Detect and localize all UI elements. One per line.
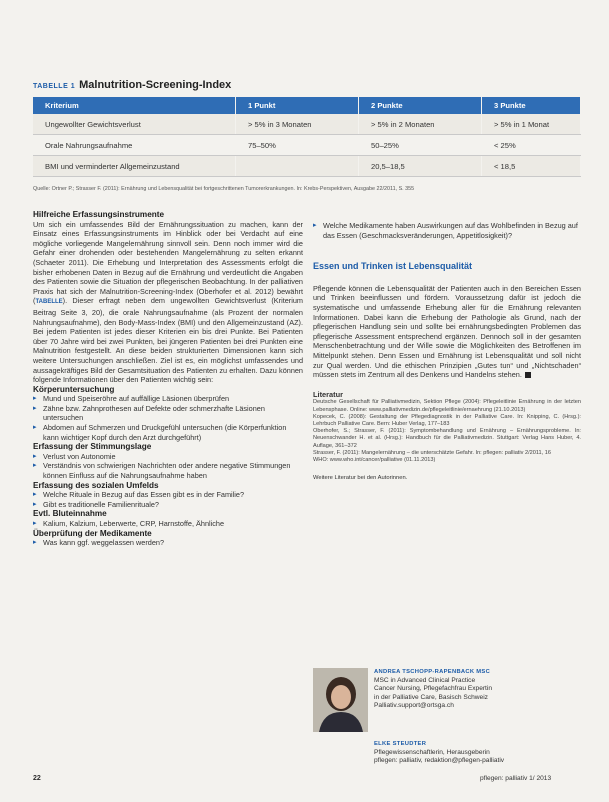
author-email[interactable]: pflegen: palliativ, redaktion@pflegen-palliativ — [374, 757, 505, 765]
table-cell: Orale Nahrungsaufnahme — [33, 135, 236, 156]
table-cell: < 18,5 — [482, 156, 581, 177]
table-reference-link[interactable]: TABELLE — [35, 299, 63, 306]
literature-item: Deutsche Gesellschaft für Palliativmedizin, Sektion Pflege (2004): Pflegeleitlinie Ernährung in der letzten Lebensphase. Online: www.palliativmedizin.de/pflegeleitlinie/ernaehrung (21.10.2013) — [313, 399, 581, 413]
section-title: Essen und Trinken ist Lebensqualität — [313, 261, 473, 272]
author-name: ELKE STEUDTER — [374, 741, 427, 747]
table-cell: 50–25% — [359, 135, 482, 156]
author-line: MSC in Advanced Clinical Practice — [374, 676, 476, 684]
heading-instruments: Hilfreiche Erfassungsinstrumente — [33, 210, 165, 219]
list-social — [33, 490, 303, 509]
paragraph-instruments — [33, 220, 303, 385]
literature-item: Kopecek, C. (2008): Gestaltung der Pflegediagnostik in der Palliative Care. In: Knipping, C. (Hrsg.): Lehrbuch Palliative Care. Bern: Huber Verlag, 177–183 — [313, 413, 581, 427]
list-item: ▸ Kalium, Kalzium, Leberwerte, CRP, Harnstoffe, Ähnliche — [33, 519, 303, 529]
table-row — [33, 135, 581, 156]
literature-item: WHO: www.who.int/cancer/palliative (01.11.2013) — [313, 456, 436, 463]
list-item: ▸ Mund und Speiseröhre auf auffällige Läsionen überprüfen — [33, 394, 303, 404]
author-line: in der Palliative Care, Basisch Schweiz — [374, 693, 488, 701]
paragraph-text: Um sich ein umfassendes Bild der Ernährungssituation zu machen, kann der Einsatz eines Erfassungsinstruments im Hinblick oder bei Verdacht auf eine mögliche vorliegende Mangelernährung sinnvoll sein. Denn noch immer wird die Gefahr einer drohenden oder bestehenden Mangelernährung zu selten erkannt (Schaeter 2011). Die Erhebung und Interpretation des Assessments erfolgt die bisher erhobenen Daten in Bezug auf die Ernährung und verdeutlicht die Angaben des Patienten sowie die Situation der pflegerischen Beobachtung. In der palliativen Praxis hat sich der Malnutrition-Screening-Index (Oberhofer et al. 2012) bewährt ( — [33, 219, 303, 306]
table-cell: 20,5–18,5 — [359, 156, 482, 177]
list-body-exam — [33, 394, 303, 442]
paragraph-text: Pflegende können die Lebensqualität der Patienten auch in den Bereichen Essen und Trinken beeinflussen und fördern. Voraussetzung dafür ist jedoch die systematische und umfassende Erhebung aller für die Ernährung relevanten Informationen. Dabei kann die Erhebung der Pathologie als Grund, nach der pflegerischen Handlung sein und sollte bei ernährungsbedingten Problemen das pflegerische Assessment entsprechend ergänzen. Dennoch soll in der gesamten Menschenbetrachtung und der Wille sowie die Möglichkeiten des Betroffenen im Mittelpunkt stehen. Denn Essen und Ernährung ist Lebensqualität und soll nicht zur Qual werden. Und die ethischen Prinzipien „Gutes tun“ und „Nichtschaden“ müssen stets im Zentrum all des Denkens und Handelns stehen. — [313, 283, 581, 380]
table-header-cell: Kriterium — [33, 97, 236, 114]
table-title — [33, 79, 231, 91]
table-cell: > 5% in 2 Monaten — [359, 114, 482, 135]
subheading-mood: Erfassung der Stimmungslage — [33, 442, 152, 452]
journal-footer: pflegen: palliativ 1/ 2013 — [480, 775, 552, 782]
screening-table — [33, 97, 581, 177]
table-source: Quelle: Ortner P.; Strasser F. (2011): Ernährung und Lebensqualität bei fortgeschrittenen Tumorerkrankungen. In: Krebs-Perspektiven, Ausgabe 22/2011, S. 355 — [33, 186, 415, 192]
table-label: TABELLE 1 — [33, 83, 76, 90]
list-mood — [33, 452, 303, 481]
table-header-cell: 2 Punkte — [359, 97, 482, 114]
paragraph-text: ). Dieser erfragt neben dem ungewollten Gewichtsverlust (Kriterium Beitrag Seite 3, 20), die orale Nahrungsaufnahme (als Prozent der normalen Nahrungsaufnahme), den Body-Mass-Index (BMI) und den Allgemeinzustand (AZ). Bei jedem Patienten ist jedes dieser Kriterien ein bis drei Punkte. Bei Patienten über 70 Jahre wird bei zwei Punkten, bei jüngeren Patienten bei drei Punkten eine Malnutrition festgestellt. An diese beiden strukturierten Dimensionen kann sich weitere Untersuchungen anschließen. Ziel ist es, ein möglichst umfassendes und aussagekräftiges Bild der Gesamtsituation des Patienten zu erhalten. Dazu können folgende Informationen über den Patienten wichtig sein: — [33, 296, 303, 385]
author-block-2 — [374, 740, 504, 766]
table-title-text: Malnutrition-Screening-Index — [79, 79, 232, 91]
table-row — [33, 114, 581, 135]
list-item: ▸ Zähne bzw. Zahnprothesen auf Defekte oder schmerzhafte Läsionen untersuchen — [33, 404, 303, 423]
list-item: ▸ Abdomen auf Schmerzen und Druckgefühl untersuchen (die Körperfunktion kann wichtiger Kopf durch den Arzt durchgeführt) — [33, 423, 303, 442]
subheading-blood: Evtl. Bluteinnahme — [33, 509, 107, 519]
subheading-body-exam: Körperuntersuchung — [33, 384, 115, 394]
table-cell: 75–50% — [236, 135, 359, 156]
table-cell: BMI und verminderter Allgemeinzustand — [33, 156, 236, 177]
author-portrait-icon — [313, 668, 368, 732]
literature-item: Strasser, F. (2011): Mangelernährung – die unterschätzte Gefahr. In: pflegen: palliativ 2/2011, 16 — [313, 449, 551, 456]
subheading-social: Erfassung des sozialen Umfelds — [33, 480, 159, 490]
table-cell — [236, 156, 359, 177]
list-item: ▸ Gibt es traditionelle Familienrituale? — [33, 500, 303, 510]
table-cell: > 5% in 3 Monaten — [236, 114, 359, 135]
list-item: ▸ Welche Rituale in Bezug auf das Essen gibt es in der Familie? — [33, 490, 303, 500]
list-item: ▸ Verlust von Autonomie — [33, 452, 303, 462]
list-item: ▸ Welche Medikamente haben Auswirkungen auf das Wohlbefinden in Bezug auf das Essen (Geschmacksveränderungen, Appetitlosigkeit)? — [313, 221, 581, 240]
end-mark-icon — [525, 372, 531, 378]
author-line: Cancer Nursing, Pflegefachfrau Expertin — [374, 685, 493, 693]
author-block-1 — [374, 668, 492, 711]
more-literature-note: Weitere Literatur bei den Autorinnen. — [313, 475, 408, 482]
page-number: 22 — [33, 775, 41, 782]
author-name: ANDREA TSCHOPP-RAPENBACK MSC — [374, 669, 491, 675]
right-column — [313, 221, 581, 484]
author-photo — [313, 668, 368, 732]
subheading-medication: Überprüfung der Medikamente — [33, 528, 152, 538]
table-header-cell: 3 Punkte — [482, 97, 581, 114]
list-medication — [33, 538, 303, 548]
literature-list — [313, 399, 581, 464]
table-cell: < 25% — [482, 135, 581, 156]
author-line: Pflegewissenschaftlerin, Herausgeberin — [374, 748, 490, 756]
list-item: ▸ Was kann ggf. weggelassen werden? — [33, 538, 303, 548]
table-cell: > 5% in 1 Monat — [482, 114, 581, 135]
table-cell: Ungewollter Gewichtsverlust — [33, 114, 236, 135]
literature-item: Oberhofer, S.; Strasser, F. (2011): Symptombehandlung und Ernährung – Ernährungsprobleme. In: Neuenschwander H. et al. (Hrsg.): Handbuch für die Palliativmedizin. Stuttgart: Verlag Hans Huber, 4. Auflage, 361–372 — [313, 428, 581, 449]
list-item: ▸ Verständnis von schwierigen Nachrichten oder andere negative Stimmungen können Einfluss auf die Nahrungsaufnahme haben — [33, 461, 303, 480]
list-medication-effects — [313, 221, 581, 240]
table-row — [33, 156, 581, 177]
table-header-cell: 1 Punkt — [236, 97, 359, 114]
left-column — [33, 210, 303, 548]
list-blood — [33, 519, 303, 529]
literature-heading: Literatur — [313, 389, 343, 399]
table-header-row — [33, 97, 581, 114]
paragraph-quality — [313, 284, 581, 380]
author-email[interactable]: Palliativ.support@ortsga.ch — [374, 702, 454, 710]
